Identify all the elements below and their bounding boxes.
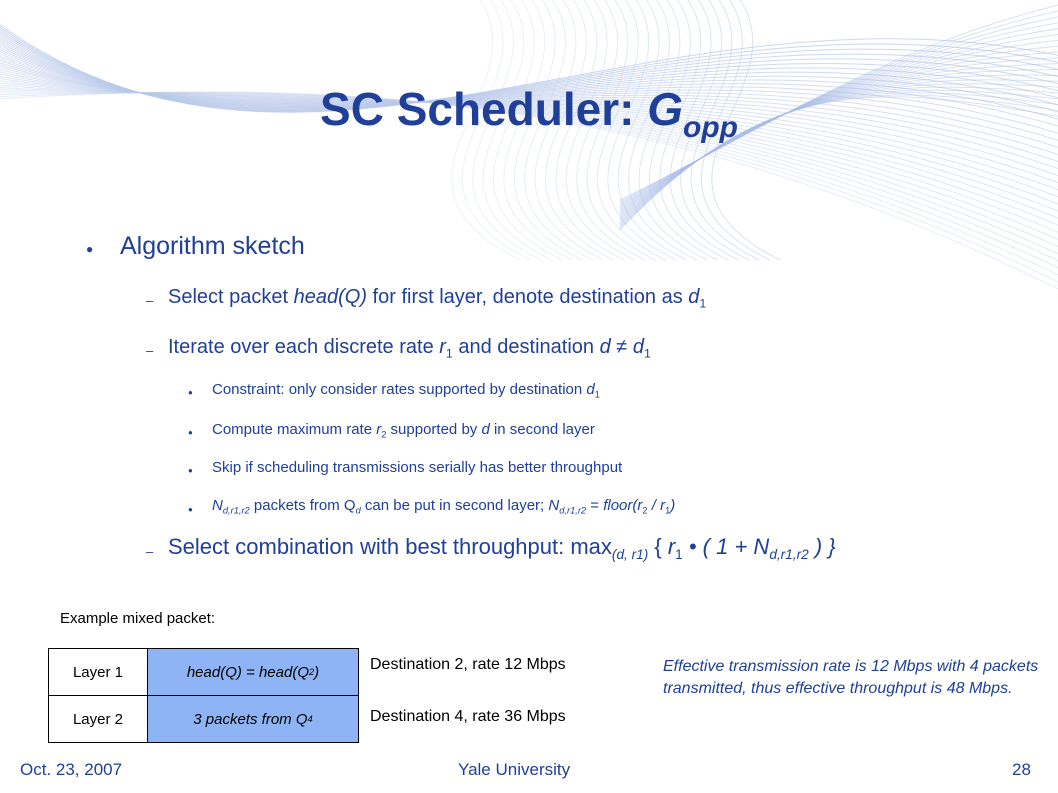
dash-icon: – [146, 544, 154, 559]
bullet-select-combination: Select combination with best throughput: $\max_{(d, r1)}$ { $r_1$ • ( $1 + N_{d,r1,r2}$ ) } [168, 534, 836, 562]
bullet-iterate: Iterate over each discrete rate $r_1$ and destination $d \ne d_1$ [168, 336, 651, 361]
layer1-destination: Destination 2, rate 12 Mbps [370, 656, 566, 673]
bullet-skip: Skip if scheduling transmissions serially has better throughput [212, 459, 623, 476]
example-label: Example mixed packet: [60, 610, 216, 627]
bullet-n-packets: $N_{d,r1,r2}$ packets from $Q_d$ can be put in second layer; $N_{d,r1,r2}$ = $floor(r_2 / r_1)$ [212, 497, 676, 516]
layer2-label: Layer 2 [48, 695, 148, 743]
bullet-icon: ● [188, 466, 193, 475]
layer2-content: 3 packets from Q 4 [147, 695, 359, 743]
layer1-label: Layer 1 [48, 648, 148, 696]
bullet-icon: ● [188, 505, 193, 514]
dash-icon: – [146, 343, 154, 358]
footer-page-number: 28 [1012, 760, 1031, 779]
bullet-algorithm-sketch: Algorithm sketch [120, 232, 305, 260]
bullet-icon: ● [188, 388, 193, 397]
layer2-destination: Destination 4, rate 36 Mbps [370, 708, 566, 725]
layer1-content: head(Q) = head(Q 2 ) [147, 648, 359, 696]
dash-icon: – [146, 293, 154, 308]
footer-organization: Yale University [458, 760, 571, 779]
effective-rate-note: Effective transmission rate is 12 Mbps with 4 packets transmitted, thus effective throughput is 48 Mbps. [663, 658, 1039, 697]
slide-title: SC Scheduler: $G_{opp}$ [320, 83, 738, 144]
bullet-constraint: Constraint: only consider rates supported by destination $d_1$ [212, 381, 600, 400]
bullet-icon: ● [188, 428, 193, 437]
footer-date: Oct. 23, 2007 [20, 760, 123, 779]
bullet-icon: ● [86, 242, 94, 256]
bullet-compute-max: Compute maximum rate $r_2$ supported by d in second layer [212, 421, 595, 440]
bullet-select-packet: Select packet head(Q) for first layer, denote destination as $d_1$ [168, 286, 707, 311]
